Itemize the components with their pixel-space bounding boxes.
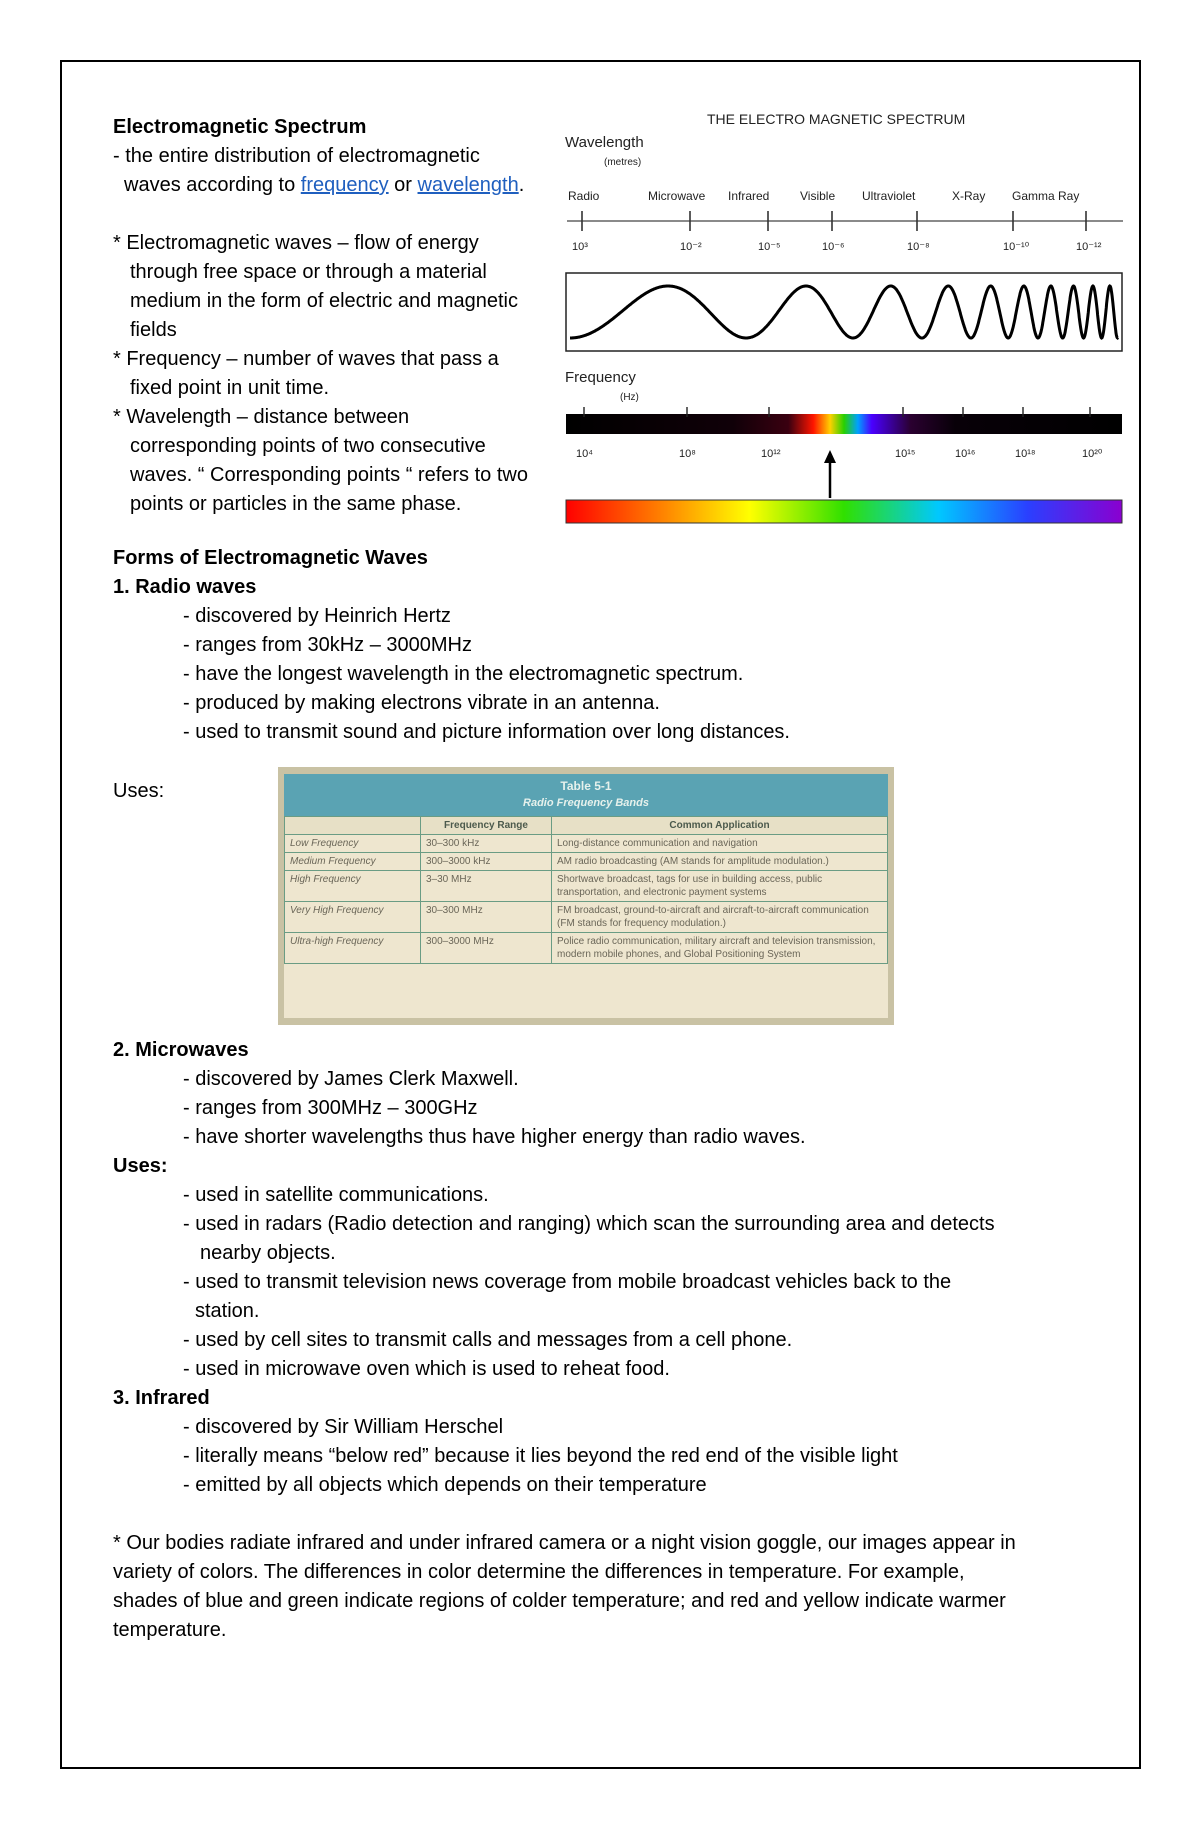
- band-cell: Very High Frequency: [285, 902, 421, 933]
- table-title: Table 5-1: [560, 779, 612, 793]
- band-label: Gamma Ray: [1012, 189, 1080, 203]
- table-header-cell: Frequency Range: [421, 817, 552, 835]
- radio-point: - used to transmit sound and picture information over long distances.: [183, 721, 790, 743]
- visible-arrow-head: [824, 450, 836, 463]
- infrared-note-line: temperature.: [113, 1619, 227, 1641]
- microwaves-point: - ranges from 300MHz – 300GHz: [183, 1097, 478, 1119]
- radio-frequency-table: [284, 816, 888, 964]
- table-subtitle: Radio Frequency Bands: [523, 797, 649, 809]
- infrared-heading: 3. Infrared: [113, 1387, 210, 1409]
- band-label: Radio: [568, 189, 600, 203]
- wavelength-tick-label: 10³: [572, 241, 588, 253]
- frequency-tick-label: 10¹⁶: [955, 448, 976, 460]
- table-row: [285, 902, 888, 933]
- infrared-note-line: shades of blue and green indicate regions of colder temperature; and red and yellow indicate warmer: [113, 1590, 1006, 1612]
- band-cell: Medium Frequency: [285, 853, 421, 871]
- section-title: Electromagnetic Spectrum: [113, 116, 367, 138]
- table-header-cell: Common Application: [552, 817, 888, 835]
- frequency-def-line: fixed point in unit time.: [130, 377, 329, 399]
- radio-uses-label: Uses:: [113, 780, 165, 802]
- wavelength-tick-label: 10⁻¹²: [1076, 241, 1102, 253]
- infrared-point: - emitted by all objects which depends on their temperature: [183, 1474, 707, 1496]
- infrared-note-line: variety of colors. The differences in color determine the differences in temperature. For example,: [113, 1561, 965, 1583]
- em-waves-line: medium in the form of electric and magnetic: [130, 290, 518, 312]
- table-header-banner: [284, 774, 888, 816]
- table-row: [285, 853, 888, 871]
- wavelength-ticks: [572, 211, 1102, 253]
- frequency-tick-label: 10⁸: [679, 448, 696, 460]
- visible-spectrum-bar: [566, 500, 1122, 523]
- band-label: Ultraviolet: [862, 189, 916, 203]
- wavelength-def-line: waves. “ Corresponding points “ refers to two: [130, 464, 528, 486]
- definition-line: [124, 171, 524, 200]
- frequency-def-line: * Frequency – number of waves that pass a: [113, 348, 499, 370]
- table-row: [285, 835, 888, 853]
- table-row: [285, 871, 888, 902]
- application-cell: Long-distance communication and navigation: [552, 835, 888, 853]
- microwaves-uses-label: Uses:: [113, 1155, 168, 1177]
- wavelength-tick-label: 10⁻⁶: [822, 241, 845, 253]
- band-labels: [568, 189, 1079, 203]
- infrared-point: - literally means “below red” because it lies beyond the red end of the visible light: [183, 1445, 898, 1467]
- wavelength-tick-label: 10⁻²: [680, 241, 702, 253]
- wavelength-tick-label: 10⁻⁸: [907, 241, 930, 253]
- em-waves-line: * Electromagnetic waves – flow of energy: [113, 232, 479, 254]
- application-cell: AM radio broadcasting (AM stands for amplitude modulation.): [552, 853, 888, 871]
- microwaves-point: - discovered by James Clerk Maxwell.: [183, 1068, 519, 1090]
- wavelength-link[interactable]: wavelength: [417, 174, 519, 196]
- wavelength-unit: (metres): [604, 157, 642, 168]
- application-cell: FM broadcast, ground-to-aircraft and aircraft-to-aircraft communication (FM stands for frequency modulation.): [552, 902, 888, 933]
- frequency-unit: (Hz): [620, 392, 639, 403]
- wavelength-def-line: corresponding points of two consecutive: [130, 435, 486, 457]
- definition-text: or: [388, 174, 418, 196]
- definition-text: .: [518, 174, 525, 196]
- frequency-color-bar: [566, 414, 1122, 434]
- figure-title: THE ELECTRO MAGNETIC SPECTRUM: [707, 111, 966, 127]
- frequency-tick-label: 10¹²: [761, 448, 781, 460]
- band-label: Infrared: [728, 189, 770, 203]
- microwaves-use: - used in radars (Radio detection and ranging) which scan the surrounding area and detects: [183, 1213, 995, 1235]
- microwaves-use: nearby objects.: [200, 1242, 336, 1264]
- forms-heading: Forms of Electromagnetic Waves: [113, 547, 428, 569]
- wavelength-tick-label: 10⁻⁵: [758, 241, 781, 253]
- definition-text: waves according to: [124, 174, 301, 196]
- microwaves-point: - have shorter wavelengths thus have higher energy than radio waves.: [183, 1126, 806, 1148]
- microwaves-use: - used to transmit television news coverage from mobile broadcast vehicles back to the: [183, 1271, 952, 1293]
- frequency-link[interactable]: frequency: [300, 174, 389, 196]
- wavelength-tick-label: 10⁻¹⁰: [1003, 241, 1030, 253]
- radio-frequency-table-photo: [278, 767, 894, 1025]
- band-label: Visible: [800, 189, 836, 203]
- application-cell: Police radio communication, military aircraft and television transmission, modern mobile phones, and Global Positioning System: [552, 933, 888, 964]
- microwaves-use: - used in satellite communications.: [183, 1184, 489, 1206]
- range-cell: 300–3000 kHz: [421, 853, 552, 871]
- wavelength-axis-label: Wavelength: [565, 134, 644, 151]
- em-spectrum-figure: [560, 105, 1125, 525]
- infrared-note-line: * Our bodies radiate infrared and under infrared camera or a night vision goggle, our images appear in: [113, 1532, 1016, 1554]
- microwaves-use: station.: [195, 1300, 260, 1322]
- table-row: [285, 933, 888, 964]
- infrared-point: - discovered by Sir William Herschel: [183, 1416, 504, 1438]
- range-cell: 30–300 kHz: [421, 835, 552, 853]
- band-label: X-Ray: [952, 189, 986, 203]
- radio-heading: 1. Radio waves: [113, 576, 257, 598]
- wavelength-def-line: points or particles in the same phase.: [130, 493, 462, 515]
- radio-point: - produced by making electrons vibrate in an antenna.: [183, 692, 660, 714]
- microwaves-use: - used by cell sites to transmit calls and messages from a cell phone.: [183, 1329, 793, 1351]
- band-label: Microwave: [648, 189, 706, 203]
- wavelength-def-line: * Wavelength – distance between: [113, 406, 410, 428]
- radio-point: - have the longest wavelength in the electromagnetic spectrum.: [183, 663, 744, 685]
- radio-point: - discovered by Heinrich Hertz: [183, 605, 451, 627]
- frequency-tick-label: 10¹⁵: [895, 448, 916, 460]
- frequency-tick-label: 10¹⁸: [1015, 448, 1036, 460]
- table-header-row: [285, 817, 888, 835]
- table-header-cell: [285, 817, 421, 835]
- em-waves-line: through free space or through a material: [130, 261, 487, 283]
- frequency-tick-label: 10²⁰: [1082, 448, 1103, 460]
- frequency-tick-label: 10⁴: [576, 448, 593, 460]
- range-cell: 300–3000 MHz: [421, 933, 552, 964]
- band-cell: Ultra-high Frequency: [285, 933, 421, 964]
- radio-point: - ranges from 30kHz – 3000MHz: [183, 634, 473, 656]
- range-cell: 3–30 MHz: [421, 871, 552, 902]
- em-waves-line: fields: [130, 319, 177, 341]
- definition-line: - the entire distribution of electromagnetic: [113, 145, 480, 167]
- range-cell: 30–300 MHz: [421, 902, 552, 933]
- microwaves-use: - used in microwave oven which is used to reheat food.: [183, 1358, 670, 1380]
- band-cell: Low Frequency: [285, 835, 421, 853]
- frequency-axis-label: Frequency: [565, 369, 636, 386]
- band-cell: High Frequency: [285, 871, 421, 902]
- application-cell: Shortwave broadcast, tags for use in building access, public transportation, and electronic payment systems: [552, 871, 888, 902]
- microwaves-heading: 2. Microwaves: [113, 1039, 249, 1061]
